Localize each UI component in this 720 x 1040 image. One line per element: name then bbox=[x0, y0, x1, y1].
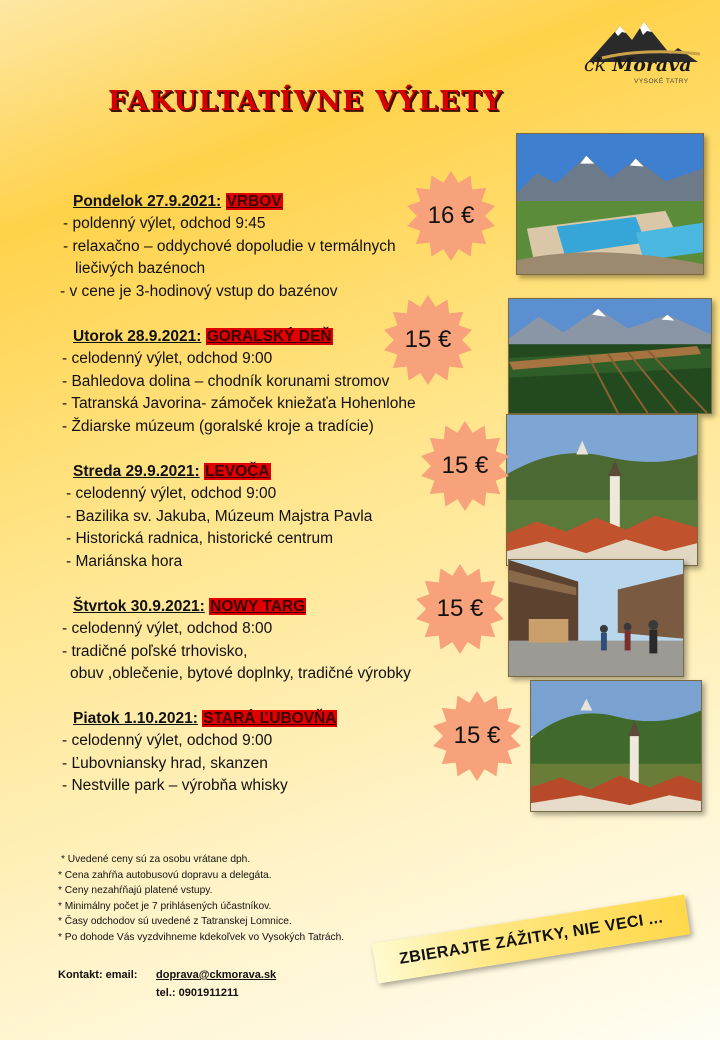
trip-heading bbox=[73, 461, 372, 483]
price-badge-nowy-targ: 15 € bbox=[414, 563, 506, 655]
trip-heading bbox=[73, 326, 416, 348]
trip-detail-line: - Historická radnica, historické centrum bbox=[66, 530, 334, 548]
trip-date: Štvrtok 30.9.2021: bbox=[73, 598, 205, 615]
trip-destination: NOWY TARG bbox=[210, 598, 306, 615]
trip-detail-line: - Tatranská Javorina- zámoček kniežaťa Hohenlohe bbox=[62, 395, 416, 413]
trip-vrbov bbox=[60, 191, 396, 303]
footnotes bbox=[58, 852, 344, 945]
trip-destination: STARÁ ĽUBOVŇA bbox=[203, 710, 337, 727]
photo-vrbov-thermal-pools bbox=[516, 133, 704, 275]
trip-detail-line: - Ždiarske múzeum (goralské kroje a tradície) bbox=[62, 417, 374, 435]
trip-detail-line: liečivých bazénoch bbox=[75, 260, 206, 278]
price-badge-goralsky-den: 15 € bbox=[382, 294, 474, 386]
contact-label: Kontakt: email: bbox=[58, 969, 138, 981]
trip-goralsky-den bbox=[62, 326, 416, 438]
trip-destination: LEVOČA bbox=[204, 463, 270, 480]
trip-detail-line: - Ľubovniansky hrad, skanzen bbox=[62, 754, 268, 772]
logo-text: ck Morava bbox=[584, 54, 692, 76]
photo-bahledova-treetop-walk bbox=[508, 298, 712, 414]
trip-heading bbox=[73, 191, 396, 213]
trip-detail-line: - relaxačno – oddychové dopoludie v termálnych bbox=[63, 237, 396, 255]
trip-levoca bbox=[66, 461, 372, 573]
photo-nowy-targ-market bbox=[508, 559, 684, 677]
trip-date: Pondelok 27.9.2021: bbox=[73, 193, 222, 210]
trip-detail-line: - celodenný výlet, odchod 9:00 bbox=[62, 350, 273, 368]
trip-detail-line: - poldenný výlet, odchod 9:45 bbox=[63, 215, 266, 233]
slogan-banner: ZBIERAJTE ZÁŽITKY, NIE VECI ... bbox=[372, 895, 690, 984]
trip-destination: VRBOV bbox=[226, 193, 282, 210]
contact-email-link[interactable]: doprava@ckmorava.sk bbox=[156, 969, 277, 981]
trip-detail-line: - celodenný výlet, odchod 9:00 bbox=[66, 485, 277, 503]
photo-stara-lubovna bbox=[530, 680, 702, 812]
trip-date: Streda 29.9.2021: bbox=[73, 463, 200, 480]
photo-levoca-town bbox=[506, 414, 698, 566]
footnote: * Uvedené ceny sú za osobu vrátane dph. bbox=[61, 854, 251, 865]
trip-detail-line: - celodenný výlet, odchod 8:00 bbox=[62, 620, 273, 638]
trip-stara-lubovna bbox=[62, 708, 337, 798]
trip-nowy-targ bbox=[62, 596, 411, 686]
company-logo bbox=[582, 18, 702, 92]
trip-detail-line: - v cene je 3-hodinový vstup do bazénov bbox=[60, 282, 338, 300]
price-badge-vrbov: 16 € bbox=[405, 170, 497, 262]
trip-date: Utorok 28.9.2021: bbox=[73, 328, 202, 345]
trip-heading bbox=[73, 596, 411, 618]
trip-heading bbox=[73, 708, 337, 730]
price-badge-levoca: 15 € bbox=[419, 420, 511, 512]
trip-detail-line: - Bazilika sv. Jakuba, Múzeum Majstra Pavla bbox=[66, 507, 373, 525]
trip-detail-line: - Nestville park – výrobňa whisky bbox=[62, 777, 288, 795]
footnote: * Minimálny počet je 7 prihlásených účastníkov. bbox=[58, 900, 272, 912]
contact-block bbox=[58, 966, 276, 1002]
trip-date: Piatok 1.10.2021: bbox=[73, 710, 198, 727]
trip-detail-line: - Bahledova dolina – chodník korunami stromov bbox=[62, 372, 390, 390]
price-badge-stara-lubovna: 15 € bbox=[431, 690, 523, 782]
trip-detail-line: - Mariánska hora bbox=[66, 552, 183, 570]
page-title: FAKULTATÍVNE VÝLETY bbox=[108, 86, 504, 117]
trip-detail-line: - tradičné poľské trhovisko, bbox=[62, 642, 248, 660]
logo-subtitle: VYSOKÉ TATRY bbox=[634, 78, 689, 85]
trip-detail-line: - celodenný výlet, odchod 9:00 bbox=[62, 732, 273, 750]
footnote: * Časy odchodov sú uvedené z Tatranskej Lomnice. bbox=[58, 916, 292, 927]
trip-destination: GORALSKÝ DEŇ bbox=[206, 328, 332, 345]
trip-detail-line: obuv ,oblečenie, bytové doplnky, tradičné výrobky bbox=[70, 665, 411, 683]
footnote: * Ceny nezahŕňajú platené vstupy. bbox=[58, 885, 213, 896]
footnote: * Po dohode Vás vyzdvihneme kdekoľvek vo Vysokých Tatrách. bbox=[58, 931, 345, 943]
contact-phone: tel.: 0901911211 bbox=[156, 987, 239, 999]
footnote: * Cena zahŕňa autobusovú dopravu a delegáta. bbox=[58, 869, 272, 881]
